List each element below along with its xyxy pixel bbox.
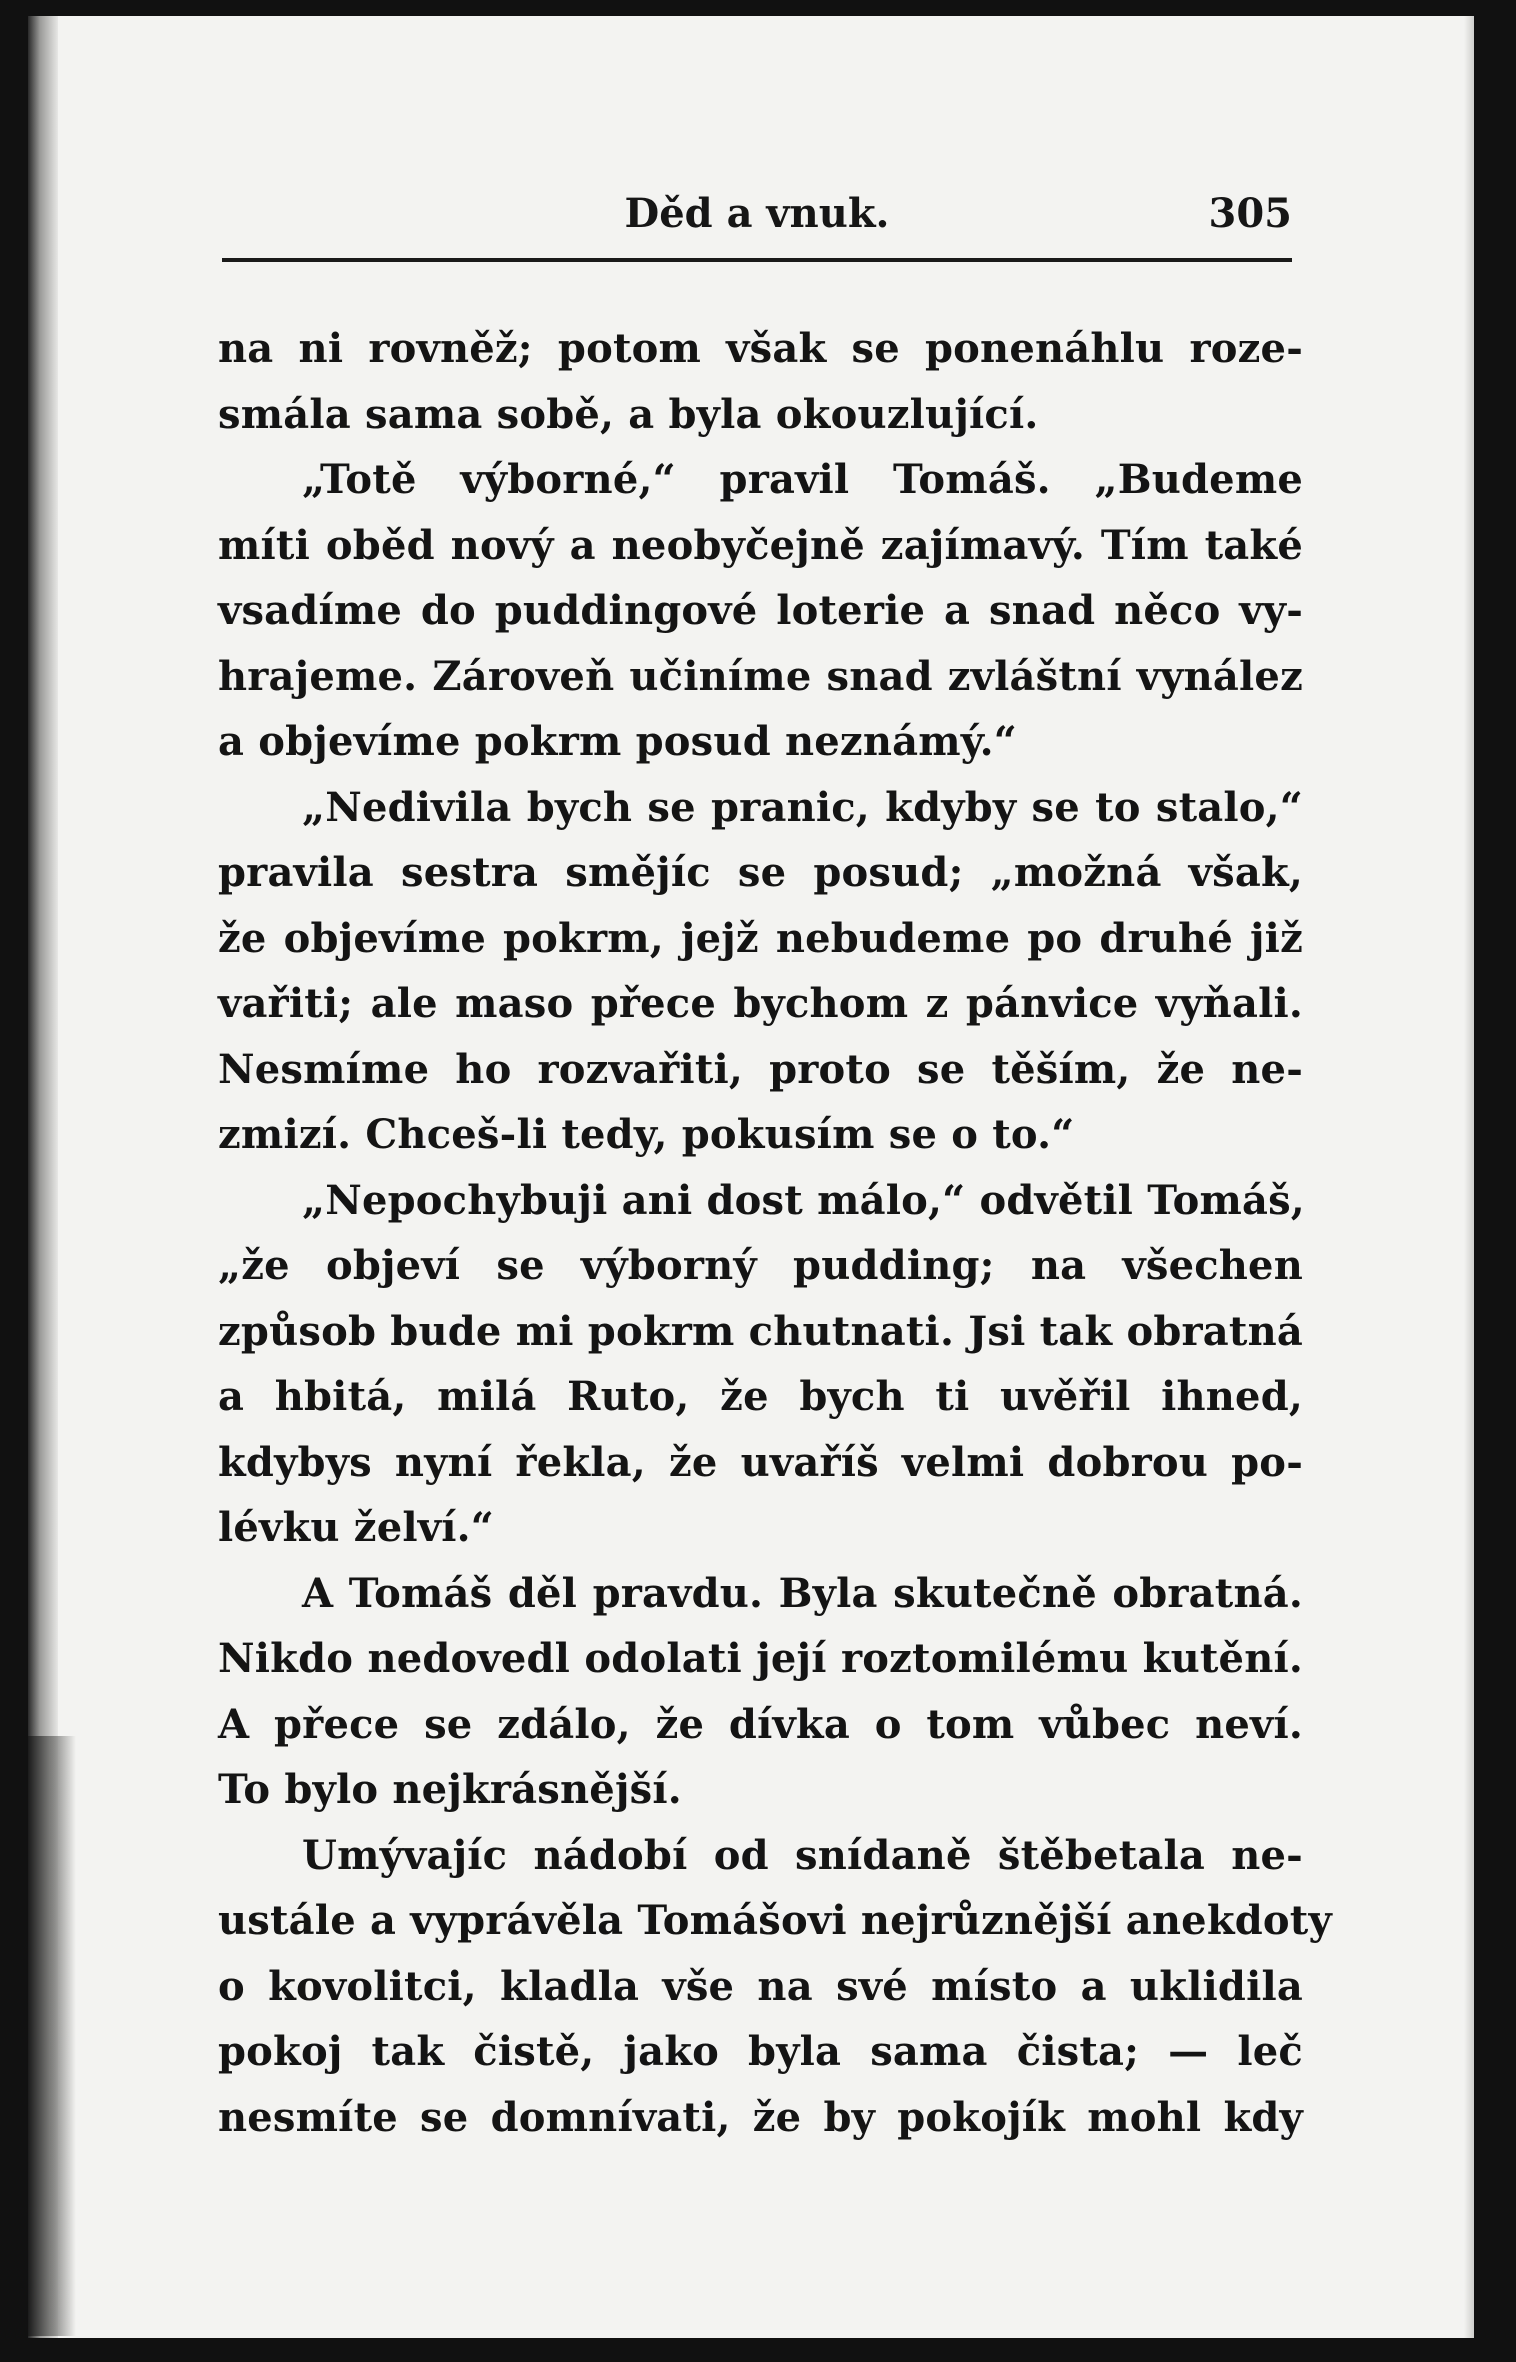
text-line: vsadíme do puddingové loterie a snad něco vy- (218, 587, 1303, 634)
text-line: míti oběd nový a neobyčejně zajímavý. Tím také (218, 521, 1303, 569)
page-header (222, 184, 1292, 244)
text-line: nesmíte se domnívati, že by pokojík mohl kdy (218, 2093, 1303, 2141)
text-line: A Tomáš děl pravdu. Byla skutečně obratná. (302, 1569, 1303, 1617)
header-rule (222, 258, 1292, 262)
text-line: vařiti; ale maso přece bychom z pánvice vyňali. (218, 980, 1303, 1027)
text-line: kdybys nyní řekla, že uvaříš velmi dobrou po- (218, 1438, 1303, 1486)
text-line: zmizí. Chceš-li tedy, pokusím se o to.“ (218, 1111, 1075, 1158)
text-line: Nesmíme ho rozvařiti, proto se těším, že ne- (218, 1045, 1303, 1093)
text-line: hrajeme. Zároveň učiníme snad zvláštní vynález (218, 652, 1303, 700)
running-title: Děd a vnuk. (624, 190, 890, 237)
text-line: smála sama sobě, a byla okouzlující. (218, 390, 1039, 438)
binding-shadow-lower (28, 1736, 76, 2336)
text-line: pravila sestra smějíc se posud; „možná však, (218, 849, 1303, 896)
text-line: To bylo nejkrásnější. (218, 1766, 682, 1813)
text-line: lévku želví.“ (218, 1504, 494, 1551)
text-line: způsob bude mi pokrm chutnati. Jsi tak obratná (218, 1307, 1303, 1355)
page-number: 305 (1208, 190, 1292, 237)
body-text (218, 316, 1332, 2150)
text-line: a hbitá, milá Ruto, že bych ti uvěřil ihned, (218, 1373, 1303, 1420)
text-line: „že objeví se výborný pudding; na všechen (218, 1242, 1303, 1289)
text-line: Nikdo nedovedl odolati její roztomilému kutění. (218, 1635, 1303, 1682)
text-line: „Totě výborné,“ pravil Tomáš. „Budeme (302, 456, 1303, 503)
text-line: a objevíme pokrm posud neznámý.“ (218, 718, 1017, 765)
page-edge-shadow (1464, 16, 1474, 2338)
paper-page (28, 16, 1474, 2338)
text-line: Umývajíc nádobí od snídaně štěbetala ne- (302, 1831, 1303, 1879)
text-line: ustále a vyprávěla Tomášovi nejrůznější anekdoty (218, 1897, 1332, 1944)
text-line: o kovolitci, kladla vše na své místo a uklidila (218, 1962, 1303, 2010)
text-line: na ni rovněž; potom však se ponenáhlu roze- (218, 325, 1303, 372)
text-line: že objevíme pokrm, jejž nebudeme po druhé již (218, 914, 1303, 962)
text-line: pokoj tak čistě, jako byla sama čista; — leč (218, 2028, 1303, 2075)
text-line: „Nepochybuji ani dost málo,“ odvětil Tomáš, (302, 1176, 1305, 1224)
text-line: A přece se zdálo, že dívka o tom vůbec neví. (218, 1700, 1303, 1748)
text-line: „Nedivila bych se pranic, kdyby se to stalo,“ (302, 783, 1303, 831)
